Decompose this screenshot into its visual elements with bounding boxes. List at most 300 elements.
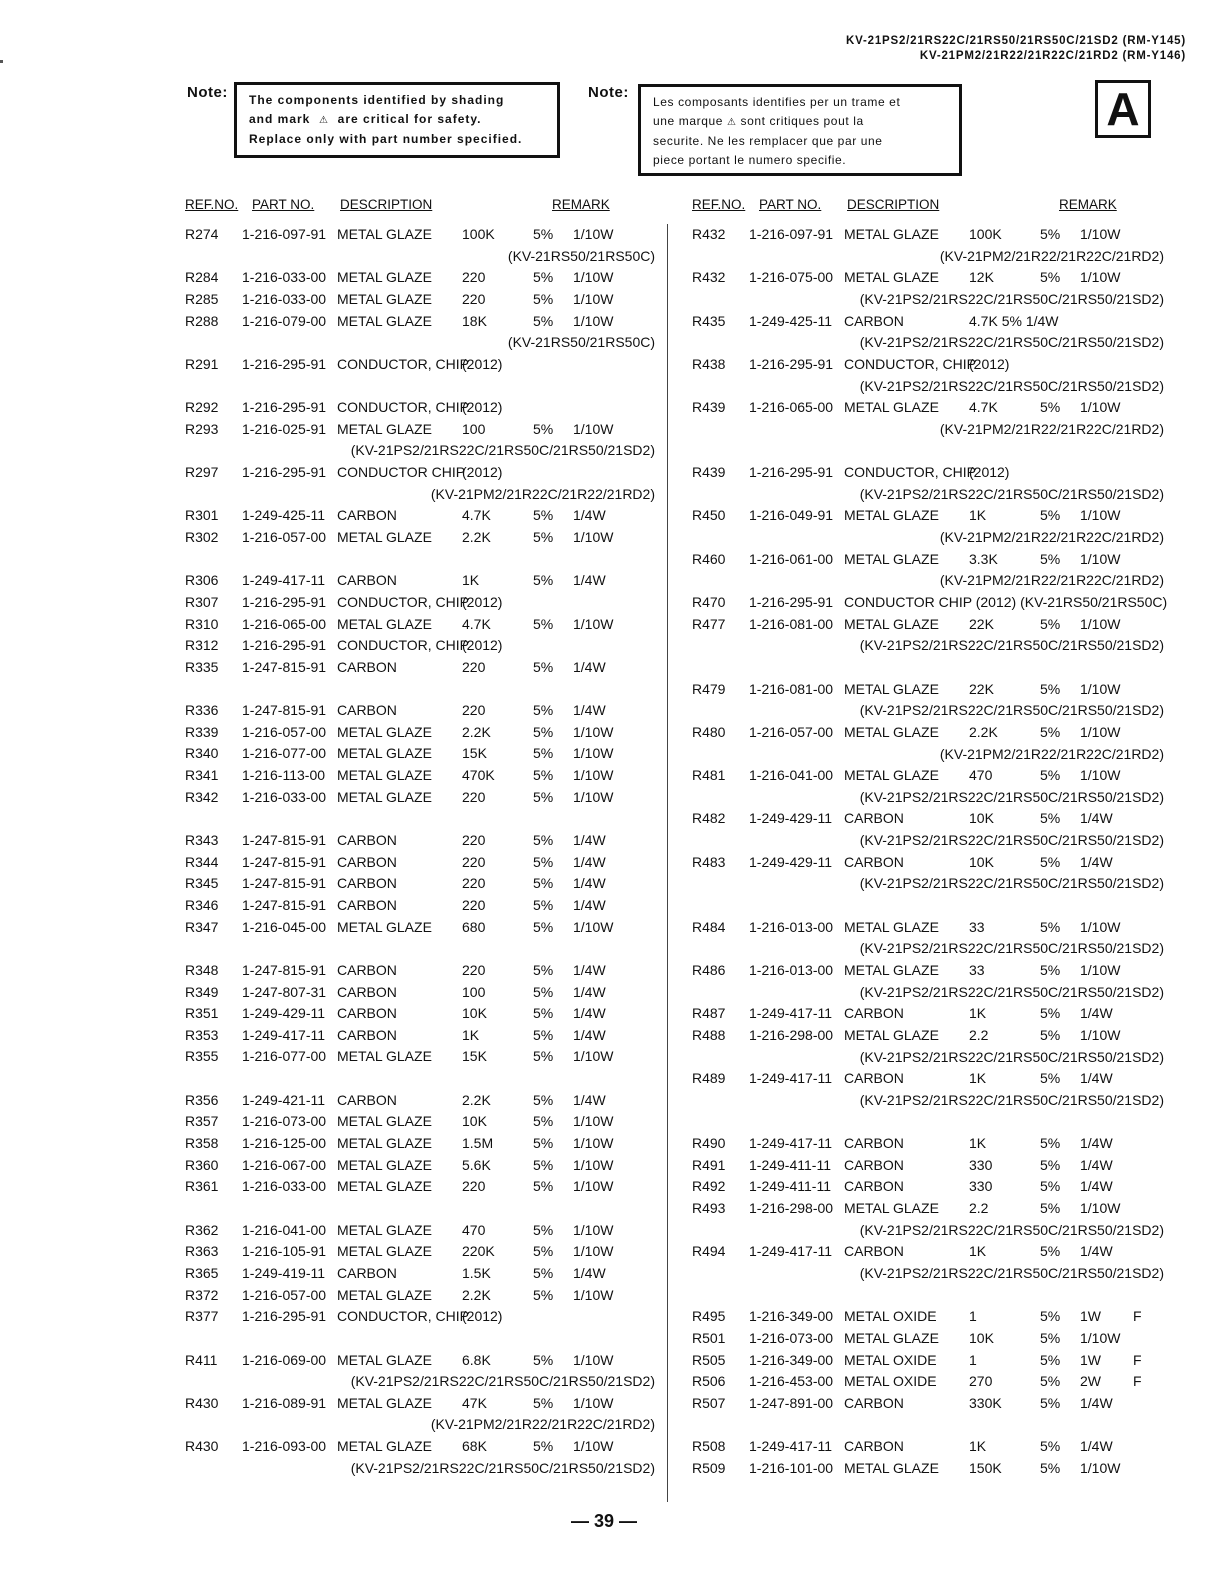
part-row bbox=[692, 1330, 1164, 1352]
description: METAL GLAZE bbox=[844, 1329, 939, 1346]
rating: 1/10W bbox=[1080, 962, 1121, 979]
model-header bbox=[846, 34, 1186, 64]
part-no: 1-216-295-91 bbox=[242, 355, 327, 372]
part-no: 1-216-081-00 bbox=[749, 615, 834, 632]
part-no: 1-247-815-91 bbox=[242, 896, 327, 913]
tolerance: 5% bbox=[533, 1264, 554, 1281]
ref-no: R506 bbox=[692, 1373, 726, 1390]
part-row bbox=[185, 594, 655, 616]
remark: (KV-21PS2/21RS22C/21RS50C/21RS50/21SD2) bbox=[859, 983, 1164, 1000]
description: METAL GLAZE bbox=[337, 290, 432, 307]
value: (2012) bbox=[462, 464, 503, 481]
description: CARBON bbox=[844, 1394, 904, 1411]
note-fr-line-2: une marque ⚠ sont critiques pout la bbox=[653, 113, 864, 128]
ref-no: R292 bbox=[185, 399, 219, 416]
remark: (KV-21PS2/21RS22C/21RS50C/21RS50/21SD2) bbox=[350, 442, 655, 459]
value: 150K bbox=[969, 1459, 1002, 1476]
rating: 1/10W bbox=[573, 1221, 614, 1238]
part-row bbox=[692, 356, 1164, 399]
part-no: 1-216-073-00 bbox=[749, 1329, 834, 1346]
rating: 1/10W bbox=[573, 1048, 614, 1065]
description: CARBON bbox=[844, 1178, 904, 1195]
description: CARBON bbox=[844, 1243, 904, 1260]
part-row bbox=[185, 767, 655, 789]
value: 220K bbox=[462, 1243, 495, 1260]
description: METAL GLAZE bbox=[337, 1438, 432, 1455]
part-no: 1-249-421-11 bbox=[242, 1091, 326, 1108]
rating: 1/4W bbox=[573, 572, 606, 589]
part-no: 1-216-065-00 bbox=[749, 399, 834, 416]
part-row bbox=[185, 1178, 655, 1221]
description: METAL GLAZE bbox=[844, 507, 939, 524]
part-no: 1-216-101-00 bbox=[749, 1459, 834, 1476]
tolerance: 5% bbox=[533, 788, 554, 805]
value: 22K bbox=[969, 615, 994, 632]
rating: 1/10W bbox=[1080, 680, 1121, 697]
ref-no: R347 bbox=[185, 918, 219, 935]
part-no: 1-249-429-11 bbox=[749, 853, 833, 870]
value: 1K bbox=[969, 1005, 987, 1022]
part-no: 1-216-295-91 bbox=[749, 594, 834, 611]
part-row bbox=[185, 1113, 655, 1135]
rating: 1/4W bbox=[1080, 1135, 1113, 1152]
remark-header: REMARK bbox=[1059, 197, 1117, 212]
part-no: 1-216-013-00 bbox=[749, 918, 834, 935]
tolerance: 5% bbox=[533, 1113, 554, 1130]
value: 220 bbox=[462, 702, 486, 719]
part-no: 1-216-057-00 bbox=[749, 723, 834, 740]
tolerance: 5% bbox=[1040, 1329, 1061, 1346]
rating: 1/10W bbox=[573, 226, 614, 242]
part-no: 1-216-033-00 bbox=[242, 1178, 327, 1195]
note-fr-box bbox=[638, 84, 962, 176]
value: 10K bbox=[969, 1329, 994, 1346]
part-row bbox=[185, 745, 655, 767]
ref-no: R508 bbox=[692, 1438, 726, 1455]
ref-no: R481 bbox=[692, 767, 726, 784]
tolerance: 5% bbox=[1040, 680, 1061, 697]
remark: (KV-21PM2/21R22/21R22C/21RD2) bbox=[430, 1416, 655, 1433]
rating: 1/4W bbox=[1080, 1394, 1113, 1411]
description: METAL GLAZE bbox=[844, 918, 939, 935]
rating: 1/10W bbox=[573, 1243, 614, 1260]
tolerance: 5% bbox=[1040, 1394, 1061, 1411]
value: 12K bbox=[969, 269, 994, 286]
remark: (KV-21PS2/21RS22C/21RS50C/21RS50/21SD2) bbox=[859, 1221, 1164, 1238]
part-row bbox=[692, 1352, 1164, 1374]
tolerance: 5% bbox=[533, 1026, 554, 1043]
rating: 2W bbox=[1080, 1373, 1101, 1390]
part-no: 1-216-093-00 bbox=[242, 1438, 327, 1455]
value: 220 bbox=[462, 853, 486, 870]
part-row bbox=[692, 226, 1164, 269]
tolerance: 5% bbox=[533, 745, 554, 762]
tolerance: 5% bbox=[533, 615, 554, 632]
rating: 1/4W bbox=[573, 896, 606, 913]
tolerance: 5% bbox=[1040, 507, 1061, 524]
part-no-header: PART NO. bbox=[759, 197, 822, 212]
part-row bbox=[185, 616, 655, 638]
ref-no: R479 bbox=[692, 680, 726, 697]
part-no: 1-216-049-91 bbox=[749, 507, 834, 524]
part-row bbox=[185, 724, 655, 746]
value: (2012) bbox=[462, 637, 503, 654]
rating: 1/10W bbox=[1080, 1329, 1121, 1346]
tolerance: 5% bbox=[533, 507, 554, 524]
ref-no: R291 bbox=[185, 355, 219, 372]
part-row bbox=[185, 313, 655, 356]
description: CARBON bbox=[337, 983, 397, 1000]
tolerance: 5% bbox=[533, 1438, 554, 1455]
ref-no: R435 bbox=[692, 312, 726, 329]
tolerance: 5% bbox=[1040, 1135, 1061, 1152]
ref-no: R310 bbox=[185, 615, 219, 632]
tolerance: 5% bbox=[1040, 723, 1061, 740]
part-row bbox=[185, 572, 655, 594]
value: 3.3K bbox=[969, 550, 998, 567]
ref-no: R489 bbox=[692, 1070, 726, 1087]
value: 220 bbox=[462, 875, 486, 892]
ref-no: R301 bbox=[185, 507, 219, 524]
part-no: 1-216-045-00 bbox=[242, 918, 327, 935]
part-row bbox=[692, 313, 1164, 356]
tolerance: 5% bbox=[533, 1394, 554, 1411]
description: METAL OXIDE bbox=[844, 1308, 937, 1325]
part-no: 1-249-417-11 bbox=[242, 1026, 326, 1043]
part-no: 1-216-061-00 bbox=[749, 550, 834, 567]
value: 2.2K bbox=[969, 723, 998, 740]
tolerance: 5% bbox=[533, 918, 554, 935]
rating: 1/10W bbox=[1080, 1459, 1121, 1476]
ref-no: R302 bbox=[185, 529, 219, 546]
value: 220 bbox=[462, 896, 486, 913]
part-no: 1-216-041-00 bbox=[242, 1221, 327, 1238]
rating: 1/4W bbox=[573, 875, 606, 892]
ref-no: R505 bbox=[692, 1351, 726, 1368]
page-number: — 39 — bbox=[570, 1511, 638, 1531]
description: CONDUCTOR, CHIP bbox=[337, 355, 469, 372]
value: 100K bbox=[462, 226, 495, 242]
rating: 1/4W bbox=[573, 853, 606, 870]
tolerance: 5% bbox=[533, 1156, 554, 1173]
description: CARBON bbox=[337, 1091, 397, 1108]
rating: 1W bbox=[1080, 1308, 1101, 1325]
part-row bbox=[692, 594, 1168, 616]
ref-no: R335 bbox=[185, 658, 219, 675]
part-no: 1-216-067-00 bbox=[242, 1156, 327, 1173]
ref-no: R346 bbox=[185, 896, 219, 913]
ref-no: R363 bbox=[185, 1243, 219, 1260]
ref-no: R430 bbox=[185, 1438, 219, 1455]
tolerance: 5% bbox=[533, 226, 554, 242]
part-no: 1-249-411-11 bbox=[749, 1156, 831, 1173]
part-row bbox=[692, 1308, 1164, 1330]
ref-no: R360 bbox=[185, 1156, 219, 1173]
rating: 1/10W bbox=[573, 290, 614, 307]
rating: 1/10W bbox=[573, 1135, 614, 1152]
part-row bbox=[185, 464, 655, 507]
description: CONDUCTOR, CHIP bbox=[337, 593, 469, 610]
part-row bbox=[692, 919, 1164, 962]
part-no: 1-249-429-11 bbox=[242, 1005, 326, 1022]
ref-no-header: REF.NO. bbox=[185, 197, 239, 212]
value: 2.2 bbox=[969, 1200, 989, 1217]
ref-no: R486 bbox=[692, 962, 726, 979]
ref-no: R344 bbox=[185, 853, 219, 870]
tolerance: 5% bbox=[1040, 1026, 1061, 1043]
part-no: 1-216-125-00 bbox=[242, 1135, 327, 1152]
column-header-row bbox=[185, 197, 655, 217]
part-no: 1-249-417-11 bbox=[749, 1438, 833, 1455]
value: 1 bbox=[969, 1351, 977, 1368]
part-row bbox=[185, 1005, 655, 1027]
part-no: 1-216-025-91 bbox=[242, 420, 327, 437]
description: METAL OXIDE bbox=[844, 1373, 937, 1390]
rating: 1/10W bbox=[573, 529, 614, 546]
rating: 1/4W bbox=[573, 702, 606, 719]
description: METAL GLAZE bbox=[337, 615, 432, 632]
description-header: DESCRIPTION bbox=[847, 197, 940, 212]
rating: 1/10W bbox=[573, 767, 614, 784]
part-no: 1-247-815-91 bbox=[242, 961, 327, 978]
ref-no: R362 bbox=[185, 1221, 219, 1238]
part-row bbox=[185, 854, 655, 876]
description: METAL GLAZE bbox=[844, 680, 939, 697]
part-row bbox=[692, 399, 1164, 464]
description: CARBON bbox=[337, 1264, 397, 1281]
ref-no: R482 bbox=[692, 810, 726, 827]
part-no: 1-216-041-00 bbox=[749, 767, 834, 784]
part-row bbox=[692, 962, 1164, 1005]
tolerance: 5% bbox=[1040, 1156, 1061, 1173]
description: CONDUCTOR CHIP (2012) (KV-21RS50/21RS50C) bbox=[844, 594, 1168, 611]
models-line-2: KV-21PM2/21R22/21R22C/21RD2 (RM-Y146) bbox=[919, 50, 1186, 62]
part-row bbox=[185, 399, 655, 421]
rating: 1/10W bbox=[573, 1178, 614, 1195]
part-row bbox=[185, 1135, 655, 1157]
scan-mark bbox=[0, 60, 3, 63]
note-fr-line-4: piece portant le numero specifie. bbox=[653, 152, 847, 167]
description: METAL GLAZE bbox=[337, 1135, 432, 1152]
ref-no: R356 bbox=[185, 1091, 219, 1108]
part-row bbox=[692, 1243, 1164, 1308]
value: 33 bbox=[969, 962, 985, 979]
part-row bbox=[692, 1157, 1164, 1179]
value: 680 bbox=[462, 918, 486, 935]
part-no: 1-216-033-00 bbox=[242, 290, 327, 307]
part-row bbox=[692, 1178, 1164, 1200]
column-header-row bbox=[692, 197, 1164, 217]
description: CARBON bbox=[337, 658, 397, 675]
description: METAL GLAZE bbox=[337, 1286, 432, 1303]
part-row bbox=[185, 291, 655, 313]
part-no: 1-216-298-00 bbox=[749, 1200, 834, 1217]
ref-no: R480 bbox=[692, 723, 726, 740]
description: CARBON bbox=[844, 312, 904, 329]
description: METAL GLAZE bbox=[337, 788, 432, 805]
part-no: 1-216-081-00 bbox=[749, 680, 834, 697]
rating: 1/10W bbox=[573, 420, 614, 437]
part-no: 1-216-295-91 bbox=[242, 399, 327, 416]
ref-no: R487 bbox=[692, 1005, 726, 1022]
value: 270 bbox=[969, 1373, 993, 1390]
rating: 1/10W bbox=[1080, 226, 1121, 242]
value: 220 bbox=[462, 788, 486, 805]
description: METAL GLAZE bbox=[844, 615, 939, 632]
rating: 1/4W bbox=[1080, 1156, 1113, 1173]
part-row bbox=[185, 659, 655, 702]
description: CARBON bbox=[844, 853, 904, 870]
rating: 1/10W bbox=[573, 918, 614, 935]
part-row bbox=[692, 1460, 1164, 1482]
part-row bbox=[185, 984, 655, 1006]
tolerance: 5% bbox=[1040, 1373, 1061, 1390]
flag: F bbox=[1133, 1308, 1142, 1325]
ref-no: R483 bbox=[692, 853, 726, 870]
part-row bbox=[185, 1395, 655, 1438]
part-row bbox=[692, 616, 1164, 681]
value: 10K bbox=[969, 810, 994, 827]
rating: 1/10W bbox=[573, 788, 614, 805]
description: METAL GLAZE bbox=[337, 1048, 432, 1065]
value: 4.7K bbox=[462, 615, 491, 632]
part-no: 1-216-073-00 bbox=[242, 1113, 327, 1130]
rating: 1/10W bbox=[573, 615, 614, 632]
tolerance: 5% bbox=[1040, 767, 1061, 784]
part-row bbox=[692, 681, 1164, 724]
remark: (KV-21PS2/21RS22C/21RS50C/21RS50/21SD2) bbox=[859, 334, 1164, 351]
tolerance: 5% bbox=[1040, 918, 1061, 935]
description: CONDUCTOR, CHIP bbox=[844, 464, 976, 481]
rating: 1/10W bbox=[1080, 615, 1121, 632]
value: 220 bbox=[462, 269, 486, 286]
ref-no: R274 bbox=[185, 226, 219, 242]
value: 1.5M bbox=[462, 1135, 494, 1152]
part-row bbox=[692, 1135, 1164, 1157]
description: METAL GLAZE bbox=[337, 918, 432, 935]
rating: 1/10W bbox=[573, 1394, 614, 1411]
ref-no: R353 bbox=[185, 1026, 219, 1043]
tolerance: 5% bbox=[1040, 1459, 1061, 1476]
value: 100 bbox=[462, 983, 486, 1000]
tolerance: 5% bbox=[1040, 226, 1061, 242]
ref-no: R341 bbox=[185, 767, 219, 784]
note-en-line-3: Replace only with part number specified. bbox=[249, 132, 523, 146]
value: 10K bbox=[462, 1113, 487, 1130]
part-no: 1-216-089-91 bbox=[242, 1394, 327, 1411]
part-no: 1-249-425-11 bbox=[242, 507, 326, 524]
remark: (KV-21PM2/21R22/21R22C/21RD2) bbox=[939, 572, 1164, 589]
description: METAL GLAZE bbox=[337, 723, 432, 740]
description: CARBON bbox=[844, 1070, 904, 1087]
value: 6.8K bbox=[462, 1351, 491, 1368]
remark: (KV-21PS2/21RS22C/21RS50C/21RS50/21SD2) bbox=[350, 1373, 655, 1390]
value: 4.7K bbox=[969, 399, 998, 416]
tolerance: 5% bbox=[533, 1091, 554, 1108]
description: METAL GLAZE bbox=[337, 1113, 432, 1130]
description: CONDUCTOR, CHIP bbox=[337, 637, 469, 654]
part-row bbox=[692, 507, 1164, 550]
value: 330K bbox=[969, 1394, 1002, 1411]
tolerance: 5% bbox=[533, 529, 554, 546]
part-row bbox=[185, 832, 655, 854]
parts-column-right bbox=[692, 197, 1168, 1481]
remark: (KV-21PS2/21RS22C/21RS50C/21RS50/21SD2) bbox=[859, 377, 1164, 394]
rating: 1W bbox=[1080, 1351, 1101, 1368]
ref-no: R495 bbox=[692, 1308, 726, 1325]
tolerance: 5% bbox=[533, 1243, 554, 1260]
value: 1.5K bbox=[462, 1264, 491, 1281]
tolerance: 5% bbox=[1040, 1351, 1061, 1368]
description: CARBON bbox=[337, 1005, 397, 1022]
part-row bbox=[692, 767, 1164, 810]
part-no: 1-216-097-91 bbox=[749, 226, 834, 242]
tolerance: 5% bbox=[1040, 399, 1061, 416]
rating: 1/10W bbox=[1080, 767, 1121, 784]
part-no: 1-216-298-00 bbox=[749, 1026, 834, 1043]
part-row bbox=[692, 810, 1164, 853]
description: METAL GLAZE bbox=[337, 767, 432, 784]
description: METAL GLAZE bbox=[337, 1243, 432, 1260]
rating: 1/4W bbox=[1080, 1438, 1113, 1455]
part-row bbox=[185, 702, 655, 724]
rating: 1/4W bbox=[573, 961, 606, 978]
value: 5.6K bbox=[462, 1156, 491, 1173]
rating: 1/4W bbox=[1080, 1178, 1113, 1195]
ref-no: R351 bbox=[185, 1005, 219, 1022]
part-no: 1-216-453-00 bbox=[749, 1373, 834, 1390]
description: METAL GLAZE bbox=[337, 745, 432, 762]
value: (2012) bbox=[969, 355, 1010, 372]
note-en-line-1: The components identified by shading bbox=[249, 93, 505, 107]
ref-no: R307 bbox=[185, 593, 219, 610]
part-no: 1-216-079-00 bbox=[242, 312, 327, 329]
ref-no: R439 bbox=[692, 464, 726, 481]
value: 33 bbox=[969, 918, 985, 935]
ref-no: R288 bbox=[185, 312, 219, 329]
remark: (KV-21PS2/21RS22C/21RS50C/21RS50/21SD2) bbox=[859, 702, 1164, 719]
value: 220 bbox=[462, 832, 486, 849]
part-no: 1-249-417-11 bbox=[749, 1005, 833, 1022]
ref-no: R284 bbox=[185, 269, 219, 286]
part-row bbox=[185, 507, 655, 529]
description-header: DESCRIPTION bbox=[340, 197, 433, 212]
rating: 1/10W bbox=[573, 1438, 614, 1455]
part-row bbox=[185, 1243, 655, 1265]
ref-no: R306 bbox=[185, 572, 219, 589]
value: 470 bbox=[969, 767, 993, 784]
note-fr-line-1: Les composants identifies per un trame et bbox=[653, 95, 901, 109]
tolerance: 5% bbox=[1040, 1070, 1061, 1087]
rating: 1/10W bbox=[1080, 507, 1121, 524]
description: CARBON bbox=[844, 1438, 904, 1455]
parts-list-left bbox=[185, 226, 655, 1481]
tolerance: 5% bbox=[533, 1005, 554, 1022]
rating: 1/10W bbox=[1080, 550, 1121, 567]
value: 1K bbox=[969, 507, 987, 524]
ref-no: R493 bbox=[692, 1200, 726, 1217]
remark: (KV-21RS50/21RS50C) bbox=[507, 247, 655, 264]
rating: 1/4W bbox=[573, 507, 606, 524]
parts-column-left bbox=[185, 197, 655, 1481]
ref-no: R450 bbox=[692, 507, 726, 524]
ref-no: R293 bbox=[185, 420, 219, 437]
ref-no: R460 bbox=[692, 550, 726, 567]
tolerance: 5% bbox=[533, 961, 554, 978]
remark: (KV-21PM2/21R22/21R22C/21RD2) bbox=[939, 529, 1164, 546]
part-no: 1-216-065-00 bbox=[242, 615, 327, 632]
note-en-label: Note: bbox=[187, 84, 228, 101]
